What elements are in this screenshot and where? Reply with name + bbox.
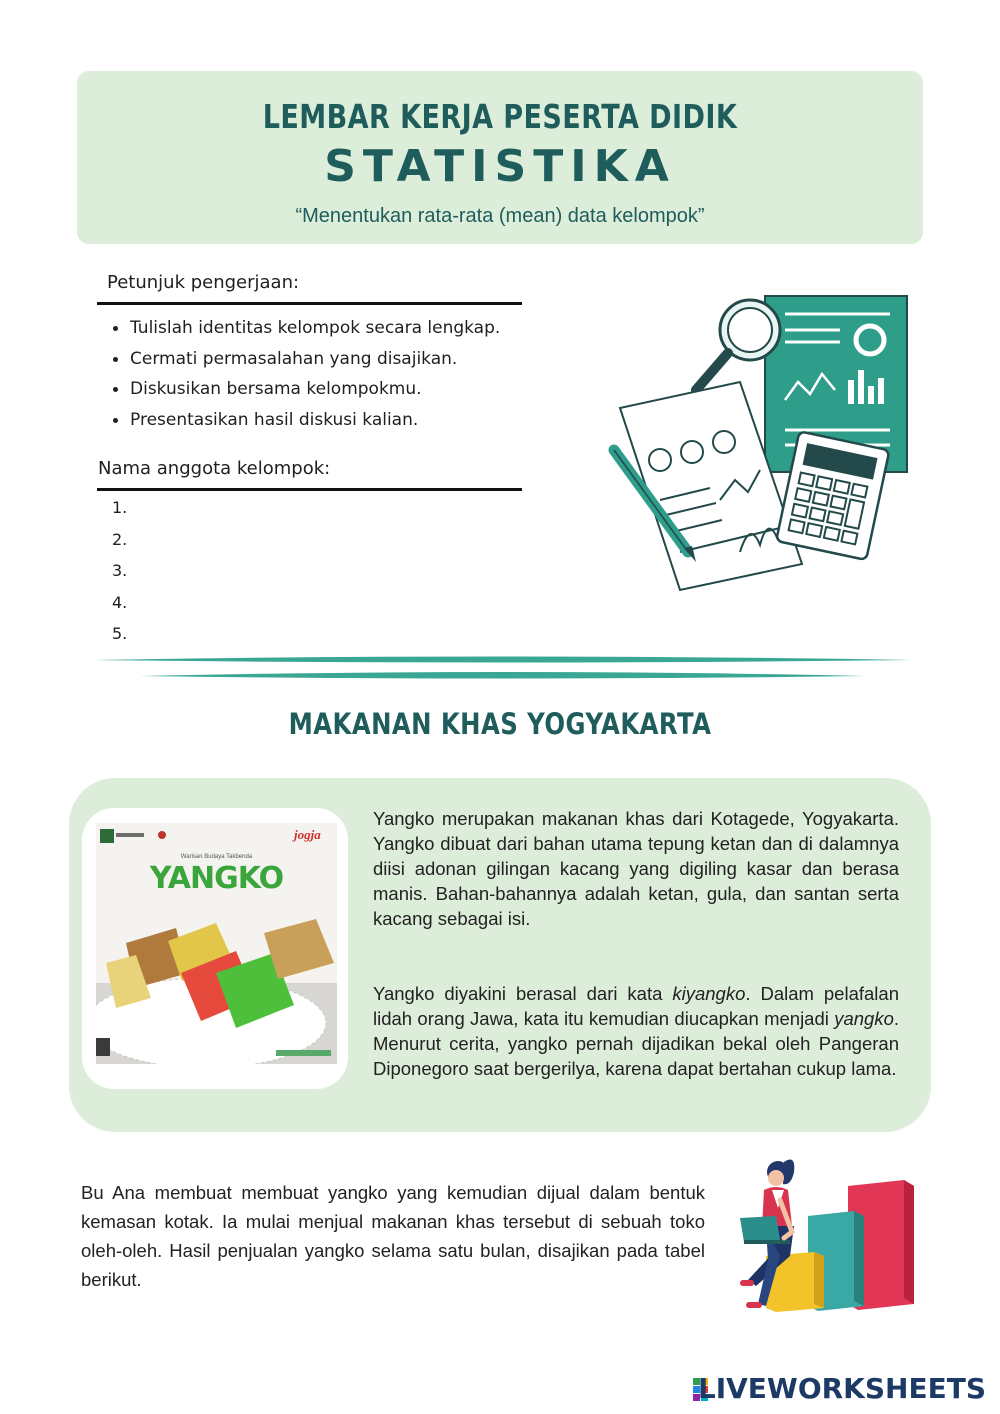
instruction-item: Presentasikan hasil diskusi kalian. [108, 405, 538, 436]
instruction-item: Tulislah identitas kelompok secara lengkap. [108, 313, 538, 344]
member-number: 3. [112, 561, 128, 580]
photo-brand: jogja [294, 827, 321, 842]
section-divider [95, 655, 910, 680]
problem-paragraph: Bu Ana membuat membuat yangko yang kemudian dijual dalam bentuk kemasan kotak. Ia mulai menjual makanan khas tersebut di sebuah toko oleh-oleh. Hasil penjualan yangko selama satu bulan, disajikan pada tabel berikut. [81, 1182, 705, 1290]
member-number: 4. [112, 592, 128, 612]
worksheet-tagline: “Menentukan rata-rata (mean) data kelompok” [295, 205, 705, 227]
liveworksheets-brand[interactable]: LIVEWORKSHEETS [697, 1372, 986, 1405]
statistics-illustration [600, 290, 920, 600]
member-number: 2. [112, 529, 128, 549]
group-members-heading: Nama anggota kelompok: [98, 458, 331, 479]
group-members-divider [97, 488, 522, 491]
worksheet-title: STATISTIKA [324, 141, 676, 192]
paragraph-2-text: . Dalam pelafalan lidah orang Jawa, kata itu kemudian diucapkan menjadi [373, 983, 899, 1029]
description-paragraph-2 [373, 981, 899, 1081]
member-number: 5. [112, 624, 128, 643]
paragraph-2-emphasis: yangko [834, 1008, 894, 1029]
member-number: 1. [112, 498, 128, 517]
group-members-list [112, 492, 127, 650]
photo-small-text: Warisan Budaya Takbenda [180, 854, 253, 860]
section-title: MAKANAN KHAS YOGYAKARTA [288, 707, 712, 741]
instructions-heading: Petunjuk pengerjaan: [107, 272, 300, 293]
yangko-photo [96, 823, 337, 1064]
photo-product-title: YANGKO [149, 861, 284, 896]
worksheet-subtitle: LEMBAR KERJA PESERTA DIDIK [262, 97, 738, 136]
paragraph-2-text: Yangko diyakini berasal dari kata [373, 983, 673, 1004]
instructions-divider [97, 302, 522, 305]
instruction-item: Diskusikan bersama kelompokmu. [108, 374, 538, 405]
header-banner [77, 71, 923, 244]
paragraph-2-emphasis: kiyangko [672, 983, 746, 1004]
instruction-item: Cermati permasalahan yang disajikan. [108, 344, 538, 375]
paragraph-2-text: . Menurut cerita, yangko pernah dijadikan bekal oleh Pangeran Diponegoro saat bergerilya, karena dapat bertahan cukup lama. [373, 1008, 899, 1079]
gov-logo [100, 829, 114, 843]
instructions-list [108, 313, 538, 435]
description-paragraph-1: Yangko merupakan makanan khas dari Kotagede, Yogyakarta. Yangko dibuat dari bahan utama tepung ketan dan di dalamnya diisi adonan gilingan kacang yang digiling kasar dan berasa manis. Bahan-bahannya adalah ketan, gula, dan santan serta kacang sebagai isi. [373, 808, 899, 929]
woman-laptop-bar-chart-illustration [736, 1156, 921, 1316]
